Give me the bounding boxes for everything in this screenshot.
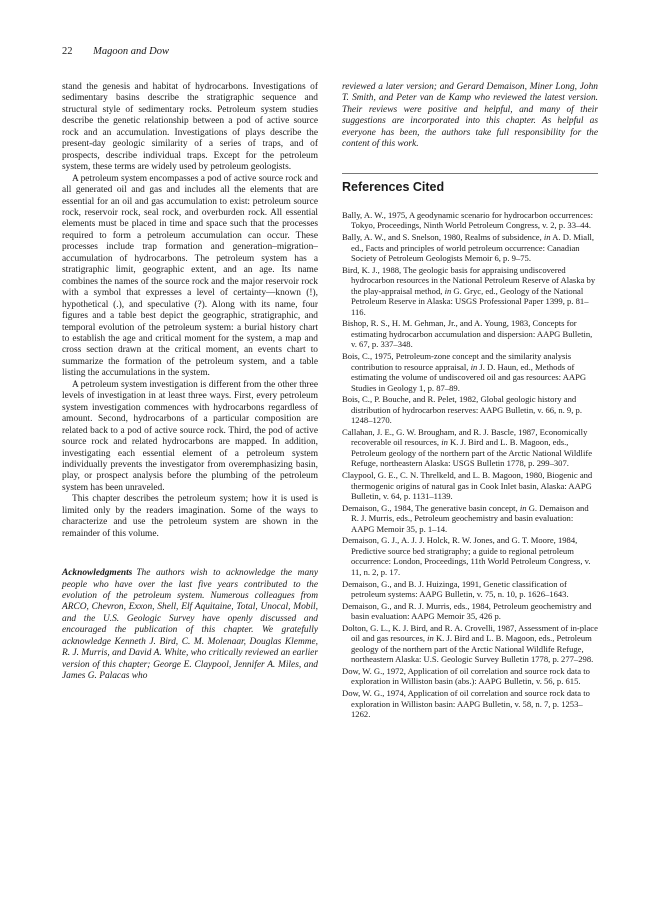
reference-in: in xyxy=(444,285,452,296)
reference-entry xyxy=(342,601,598,622)
reference-entry xyxy=(342,503,598,535)
reference-list xyxy=(342,210,598,720)
section-divider xyxy=(342,173,598,174)
reference-text: Dolton, G. L., K. J. Bird, and R. A. Crovelli, 1987, Assessment of in-place oil and gas resources, xyxy=(342,622,598,644)
reference-entry xyxy=(342,394,598,426)
reference-entry xyxy=(342,688,598,720)
reference-entry xyxy=(342,470,598,502)
reference-text: Bois, C., 1975, Petroleum-zone concept and the similarity analysis contribution to resource appraisal, xyxy=(342,351,572,372)
reference-rest: K. J. Bird and L. B. Magoon, eds., Petroleum geology of the northern part of the Arctic National Wildlife Refuge, northeastern Alaska: USGS Bulletin 1778, p. 299–307. xyxy=(351,437,593,469)
body-paragraph-1: stand the genesis and habitat of hydrocarbons. Investigations of sedimentary basins describe the stratigraphic sequence and structural style of sedimentary rocks. Petroleum system studies describe the genetic relationship between a pod of active source rock and an accumulation. Investigations of plays describe the present-day geologic similarity of a series of traps, and of prospects, describe individual traps. Except for the petroleum system, these terms are widely used by petroleum geologists. xyxy=(62,82,318,173)
acknowledgments-continuation: reviewed a later version; and Gerard Demaison, Miner Long, John T. Smith, and Peter van de Kamp who reviewed the latest version. Their reviews were positive and helpful, and many of their suggestions are incorporated into this chapter. As helpful as everyone has been, the authors take full responsibility for the content of this work. xyxy=(342,82,598,150)
reference-in: in xyxy=(441,437,448,448)
reference-in: in xyxy=(427,633,434,644)
running-head: Magoon and Dow xyxy=(93,46,169,57)
reference-in: in xyxy=(543,232,551,242)
acknowledgments-heading: Acknowledgments xyxy=(62,568,133,579)
right-column xyxy=(342,82,598,721)
reference-entry xyxy=(342,666,598,687)
reference-rest: J. D. Haun, ed., Methods of estimating the volume of undiscovered oil and gas resources: AAPG Studies in Geology 1, p. 87–89. xyxy=(351,361,587,393)
references-heading: References Cited xyxy=(342,179,445,194)
body-paragraph-3: A petroleum system investigation is different from the other three levels of investigation in at least three ways. First, every petroleum system investigation commences with hydrocarbons regardless of amount. Second, hydrocarbons of a particular composition are related back to a pod of active source rock. Third, the pod of active source rock and related hydrocarbons are mapped. In addition, investigating each essential element of a petroleum system individually prevents the investigator from overemphasizing basin, play, or prospect analysis before the plumbing of the petroleum system has been unraveled. xyxy=(62,379,318,493)
reference-entry xyxy=(342,579,598,600)
reference-entry xyxy=(342,232,598,264)
reference-entry xyxy=(342,265,598,318)
reference-rest: G. Gryc, ed., Geology of the National Petroleum Reserve in Alaska: USGS Professional Paper 1399, p. 81–116. xyxy=(351,285,589,317)
reference-text: Bishop, R. S., H. M. Gehman, Jr., and A. Young, 1983, Concepts for estimating hydrocarbon accumulation and dispersion: AAPG Bulletin, v. 67, p. 337–348. xyxy=(342,318,593,350)
reference-entry xyxy=(342,535,598,577)
reference-entry xyxy=(342,623,598,665)
reference-rest: G. Demaison and R. J. Murris, eds., Petroleum geochemistry and basin evaluation: AAPG Memoir 35, p. 1–14. xyxy=(351,502,589,534)
reference-text: Callahan, J. E., G. W. Brougham, and R. J. Bascle, 1987, Economically recoverable oil resources, xyxy=(342,426,588,448)
reference-entry xyxy=(342,318,598,350)
reference-text: Bally, A. W., and S. Snelson, 1980, Realms of subsidence, xyxy=(342,232,542,242)
reference-rest: A. D. Miall, ed., Facts and principles of world petroleum occurrence: Canadian Society of Petroleum Geologists Memoir 6, p. 9–75. xyxy=(351,232,595,264)
reference-entry xyxy=(342,427,598,469)
reference-in: in xyxy=(470,361,478,372)
left-column xyxy=(62,82,318,683)
reference-entry xyxy=(342,351,598,393)
reference-in: in xyxy=(519,502,527,513)
reference-text: Bois, C., P. Bouche, and R. Pelet, 1982, Global geologic history and distribution of hydrocarbon reserves: AAPG Bulletin, v. 66, n. 9, p. 1248–1270. xyxy=(342,394,582,426)
page-number: 22 xyxy=(62,46,73,57)
acknowledgments-text: The authors wish to acknowledge the many people who have over the last five years contributed to the evolution of the petroleum system. Numerous colleagues from ARCO, Chevron, Exxon, Shell, Elf Aquitaine, Total, Unocal, Mobil, and the U.S. Geologic Survey have openly discussed and encouraged the publication of this chapter. We gratefully acknowledge Kenneth J. Bird, C. M. Molenaar, Douglas Klemme, R. J. Murris, and David A. White, who critically reviewed an earlier version of this chapter; George E. Claypool, Jennifer A. Miles, and James G. Palacas who xyxy=(62,568,318,682)
reference-text: Demaison, G., and R. J. Murris, eds., 1984, Petroleum geochemistry and basin evaluation: AAPG Memoir 35, 426 p. xyxy=(342,600,592,622)
reference-text: Demaison, G., and B. J. Huizinga, 1991, Genetic classification of petroleum systems: AAPG Bulletin, v. 75, n. 10, p. 1626–1643. xyxy=(342,578,569,600)
body-paragraph-2: A petroleum system encompasses a pod of active source rock and all generated oil and gas and includes all the elements that are essential for an oil and gas accumulation to exist: petroleum source rock, reservoir rock, seal rock, and overburden rock. All essential elements must be placed in time and space such that the processes required to form a petroleum accumulation can occur. These processes include trap formation and generation–migration–accumulation of hydrocarbons. The petroleum system has a stratigraphic limit, geographic extent, and an age. Its name combines the names of the source rock and the major reservoir rock with a symbol that expresses a level of certainty—known (!), hypothetical (.), and speculative (?). Along with its name, four figures and a table best depict the geographic, stratigraphic, and temporal evolution of the petroleum system: a burial history chart to establish the age and critical moment for the system, a map and cross section drawn at the critical moment, an events chart to summarize the formation of the petroleum system, and a table listing the accumulations in the system. xyxy=(62,173,318,379)
reference-text: Dow, W. G., 1974, Application of oil correlation and source rock data to exploration in Williston basin: AAPG Bulletin, v. 58, n. 7, p. 1253–1262. xyxy=(342,687,590,720)
reference-text: Bird, K. J., 1988, The geologic basis for appraising undiscovered hydrocarbon resources in the National Petroleum Reserve of Alaska by the play-appraisal method, xyxy=(342,264,596,296)
reference-rest: K. J. Bird and L. B. Magoon, eds., Petroleum geology of the northern part of the Arctic National Wildlife Refuge, northeastern Alaska: U.S. Geologic Survey Bulletin 1778, p. 277–298. xyxy=(351,633,594,665)
acknowledgments-paragraph xyxy=(62,568,318,683)
reference-text: Demaison, G. J., A. J. J. Holck, R. W. Jones, and G. T. Moore, 1984, Predictive source bed stratigraphy; a guide to regional petroleum occurrence: London, Proceedings, 11th World Petroleum Congress, v. 11, n. 2, p. 17. xyxy=(342,535,591,577)
reference-text: Bally, A. W., 1975, A geodynamic scenario for hydrocarbon occurrences: Tokyo, Proceedings, Ninth World Petroleum Congress, v. 2, p. 33–44. xyxy=(342,209,593,231)
reference-text: Demaison, G., 1984, The generative basin concept, xyxy=(342,502,518,513)
page-header xyxy=(62,46,169,57)
reference-entry xyxy=(342,210,598,231)
body-paragraph-4: This chapter describes the petroleum system; how it is used is limited only by the readers imagination. Some of the ways to characterize and use the petroleum system are shown in the remainder of this volume. xyxy=(62,494,318,539)
reference-text: Dow, W. G., 1972, Application of oil correlation and source rock data to exploration in Williston basin (abs.): AAPG Bulletin, v. 56, p. 615. xyxy=(342,665,590,687)
reference-text: Claypool, G. E., C. N. Threlkeld, and L. B. Magoon, 1980, Biogenic and thermogenic origins of natural gas in Cook Inlet basin, Alaska: AAPG Bulletin, v. 64, p. 1131–1139. xyxy=(342,470,593,502)
